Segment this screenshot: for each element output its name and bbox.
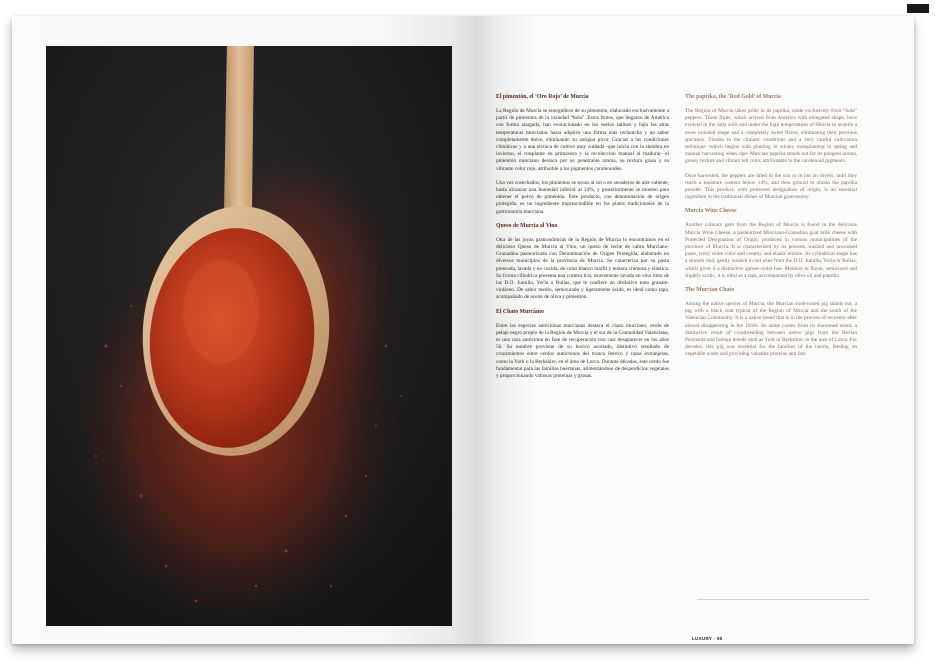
paprika-spoon-photo [46,46,452,626]
divider-rule [697,599,869,600]
english-paragraph-2: Once harvested, the peppers are dried in the sun or in hot air dryers, until they reach a moisture content below 14%, and then ground to obtain the paprika powder. This product, with protected designation of origin, is an essential ingredient in the traditional dishes of Murcian gastronomy. [685,172,857,201]
corner-tab [907,4,929,13]
spanish-heading-chato: El Chato Murciano [496,308,544,315]
english-column [685,94,857,366]
english-heading-chato: The Murcian Chato [685,287,735,294]
english-paragraph-3: Another culinary gem from the Region of Murcia is found in the delicious Murcia Wine Cheese, a pasteurized Murciano-Granadina goat milk cheese with Protected Designation of Origin, produced in various municipalities of the province of Murcia. It is characterized by its pressed, washed and uncooked paste, ivory white color and creamy and elastic texture. Its cylindrical shape has a smooth rind, gently washed in red wine from the D.O. Jumilla, Yecla or Bullas, which gives it a distinctive garnet-violet hue. Medium in flavor, semicured and slightly acidic, it is ideal as a tapa, accompanied by olive oil and paprika. [685,222,857,279]
spanish-heading-cheese: Queso de Murcia al Vino [496,222,558,229]
spanish-paragraph-4: Entre las especies autóctonas murcianas destaca el chato murciano, cerdo de pelaje negro propio de la Región de Murcia y el sur de la Comunidad Valenciana, es una raza autóctona en fase de recuperación tras casi desaparecer en los años 50. Su nombre proviene de su hocico acortado, distintivo resultado de cruzamientos entre cerdos autóctonos del tronco ibérico y razas extranjeras, como la York o la Berkshire, en el área de Lorca. Durante décadas, este cerdo fue fundamental para las familias huertanas, alimentándose de desperdicios vegetales y proporcionando valiosas proteínas y grasas. [496,322,669,380]
spanish-heading-paprika: El pimentón, el ‘Oro Rojo’ de Murcia [496,94,589,100]
spoon-handle [224,46,254,211]
page-folio: LUXURY · 95 [692,636,723,641]
spanish-paragraph-1: La Región de Murcia se enorgullece de su pimentón, elaborado exclusivamente a partir de pimientos de la variedad “bola”. Estos frutos, que llegaron de América con forma alargada, han evolucionado en los suelos salinos y bajo las altas temperaturas murcianas hasta adquirir una forma más rechoncha y un sabor completamente dulce, eliminando su antiguo picor. Gracias a las condiciones climáticas y a una técnica de cultivo muy cuidada -que inicia con la siembra en invierno, el trasplante en primavera y la recolección manual al madurar- el pimentón murciano destaca por su penetrante aroma, su textura grasa y su vibrante color rojo, atribuible a los pigmentos carotenoides. [496,108,669,172]
english-paragraph-4: Among the native species of Murcia, the Murcian snub-nosed pig stands out, a pig with a black coat typical of the Region of Murcia and the south of the Valencian Community. It is a native breed that is in the process of recovery after almost disappearing in the 1950s. Its name comes from its shortened snout, a distinctive result of crossbreeding between native pigs from the Iberian Peninsula and foreign breeds such as York or Berkshire, in the area of Lorca. For decades, this pig was essential for the families of the huerta, feeding on vegetable waste and providing valuable proteins and fats. [685,301,857,358]
english-heading-paprika: The paprika, the ‘Red Gold’ of Murcia [685,94,781,100]
english-heading-cheese: Murcia Wine Cheese [685,208,737,215]
spanish-column [496,94,669,387]
english-paragraph-1: The Region of Murcia takes pride in its paprika, made exclusively from “bola” peppers. These fruits, which arrived from America with elongated shape, have evolved in the salty soils and under the high temperatures of Murcia to acquire a more rounded shape and a completely sweet flavor, eliminating their previous spiciness. Thanks to the climatic conditions and a very careful cultivation technique -which begins with planting in winter, transplanting in spring and manual harvesting when ripe- Murcian paprika stands out for its pungent aroma, greasy texture and vibrant red color, attributable to the carotenoid pigments. [685,108,857,165]
spanish-paragraph-2: Una vez cosechados, los pimientos se secan al sol o en secaderos de aire caliente, hasta alcanzar una humedad inferior al 14%, y posteriormente se muelen para obtener el polvo de pimentón. Este producto, con denominación de origen protegida, es un ingrediente imprescindible en los platos tradicionales de la gastronomía murciana. [496,179,669,215]
spanish-paragraph-3: Otra de las joyas gastronómicas de la Región de Murcia lo encontramos en el delicioso Queso de Murcia al Vino, un queso de leche de cabra Murciano-Granadina pasteurizada con Denominación de Origen Protegida, elaborado en diversos municipios de la provincia de Murcia. Se caracteriza por su pasta prensada, lavada y no cocida, de color blanco marfil y textura cremosa y elástica. Su forma cilíndrica presenta una corteza lisa, suavemente lavada en vino tinto de las D.O. Jumilla, Yecla o Bullas, que le confiere un distintivo tono granate-violáceo. De sabor medio, semicurado y ligeramente ácido, es ideal como tapa, acompañado de aceite de oliva y pimentón. [496,236,669,301]
